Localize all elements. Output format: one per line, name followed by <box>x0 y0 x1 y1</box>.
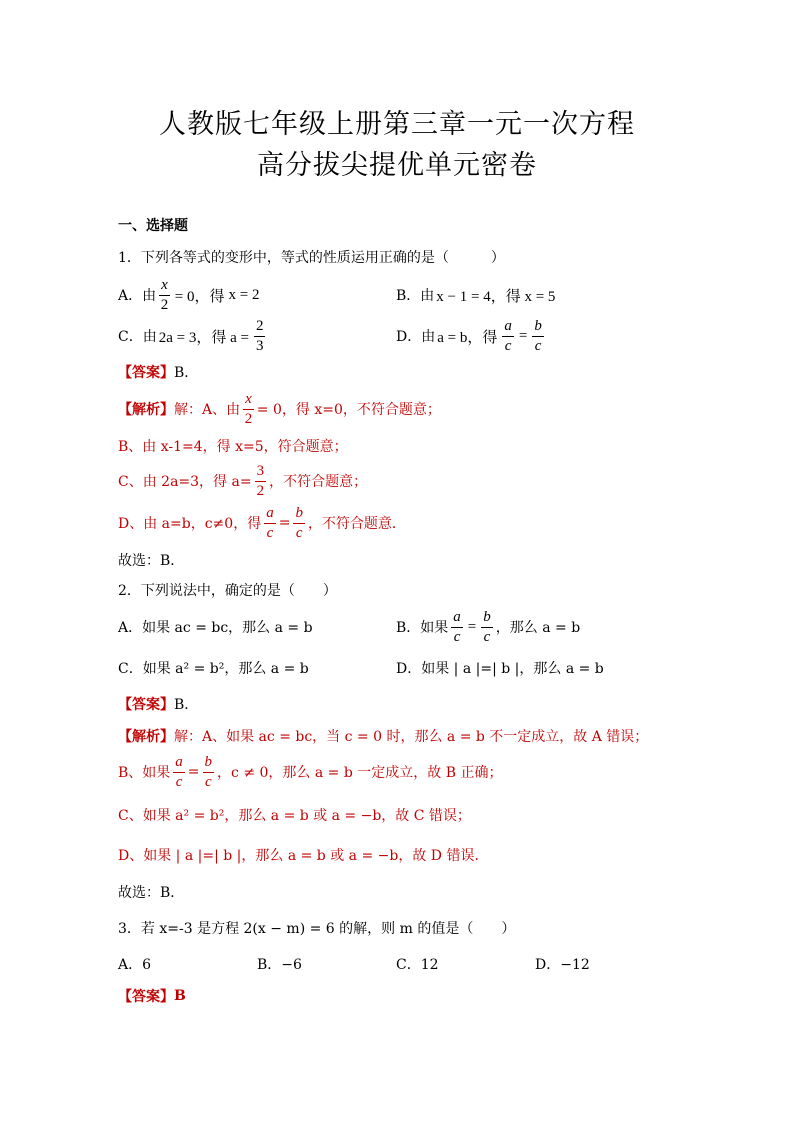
q2-analysis-b-denominator1: c <box>175 773 183 790</box>
q1-option-b-math: x − 1 = 4，得 x = 5 <box>436 288 556 305</box>
q1-analysis-line4 <box>118 503 406 543</box>
q2-option-b-numerator2: b <box>481 610 493 628</box>
q1-option-c-numerator: 2 <box>254 319 266 337</box>
q1-analysis-tag: 【解析】 <box>118 402 174 418</box>
document-title-line1: 人教版七年级上册第三章一元一次方程 <box>159 109 635 140</box>
q1-option-b-prefix: B．由 <box>396 288 435 304</box>
q2-option-b <box>396 607 580 647</box>
q2-option-b-equals: = <box>467 618 477 635</box>
q1-analysis-a-post: = 0，得 x=0，不符合题意； <box>256 402 441 418</box>
q2-conclusion: 故选：B． <box>118 885 185 901</box>
q2-option-b-fraction2 <box>481 610 493 645</box>
q2-analysis-tag: 【解析】 <box>118 729 174 745</box>
q1-analysis-line1 <box>118 389 441 429</box>
q1-option-d-fraction1 <box>502 319 514 354</box>
q1-analysis-a-fraction <box>243 392 254 427</box>
q2-analysis-b-numerator1: a <box>173 755 185 773</box>
q1-option-d <box>396 316 547 356</box>
q1-answer-tag: 【答案】 <box>118 365 174 381</box>
q2-analysis-line2 <box>118 752 502 792</box>
q2-analysis-b-post: ，c ≠ 0，那么 a = b 一定成立，故 B 正确； <box>217 765 503 781</box>
q2-analysis-line4: D、如果 | a |=| b |，那么 a = b 或 a = −b，故 D 错误． <box>118 848 489 864</box>
q1-analysis-d-equals: = <box>278 515 291 531</box>
q2-analysis-b-fraction2 <box>203 755 215 790</box>
q3-answer-value: B <box>174 988 186 1004</box>
q1-option-a-text1: = 0，得 <box>174 288 225 305</box>
q1-analysis-d-fraction2 <box>293 506 305 541</box>
q1-option-d-prefix: D．由 <box>396 329 436 345</box>
q2-stem: 2．下列说法中，确定的是（ ） <box>118 583 337 599</box>
q1-option-d-numerator2: b <box>532 319 544 337</box>
q1-analysis-line2: B、由 x-1=4，得 x=5，符合题意； <box>118 439 348 455</box>
q1-stem: 1．下列各等式的变形中，等式的性质运用正确的是（ ） <box>118 250 505 266</box>
q1-option-d-fraction2 <box>532 319 544 354</box>
q2-analysis-a: 解：A、如果 ac = bc，当 c = 0 时，那么 a = b 不一定成立，故 A 错误； <box>174 729 649 745</box>
q3-answer-tag: 【答案】 <box>118 989 174 1005</box>
q1-analysis-a-denominator: 2 <box>244 410 253 427</box>
q1-option-a-text2: x = 2 <box>228 286 260 303</box>
q1-option-a-denominator: 2 <box>160 296 169 313</box>
q2-option-b-fraction1 <box>451 610 463 645</box>
q3-option-b: B．−6 <box>257 957 302 973</box>
document-title-line2: 高分拔尖提优单元密卷 <box>257 150 537 181</box>
q1-option-a-prefix: A．由 <box>118 288 157 304</box>
q2-option-a: A．如果 ac = bc，那么 a = b <box>118 620 313 636</box>
q2-answer-tag: 【答案】 <box>118 697 174 713</box>
q3-option-a: A．6 <box>118 957 152 973</box>
q1-option-d-denominator1: c <box>504 337 512 354</box>
q1-analysis-d-numerator2: b <box>293 506 305 524</box>
q2-analysis-b-fraction1 <box>173 755 185 790</box>
q1-analysis-c-numerator: 3 <box>255 464 267 482</box>
q1-option-c-math: 2a = 3，得 a = <box>158 329 249 346</box>
q2-analysis-b-denominator2: c <box>204 773 212 790</box>
q1-option-c-fraction <box>254 319 266 354</box>
q1-analysis-d-fraction1 <box>264 506 276 541</box>
q2-analysis-b-equals: = <box>187 764 200 780</box>
q2-option-b-pre: B．如果 <box>396 620 449 636</box>
q2-option-b-numerator1: a <box>451 610 463 628</box>
q1-analysis-d-numerator1: a <box>264 506 276 524</box>
q3-answer <box>118 976 186 1016</box>
q1-analysis-c-post: ，不符合题意； <box>269 474 368 490</box>
q1-option-a-fraction <box>159 278 170 313</box>
q2-analysis-b-numerator2: b <box>203 755 215 773</box>
q1-option-d-numerator1: a <box>502 319 514 337</box>
q1-analysis-line3 <box>118 461 367 501</box>
q1-analysis-a-pre: 解：A、由 <box>174 402 241 418</box>
q1-analysis-d-denominator2: c <box>295 524 303 541</box>
q1-option-c <box>118 316 268 356</box>
q3-option-c: C．12 <box>396 957 439 973</box>
section-heading-choice: 一、选择题 <box>118 218 188 234</box>
q1-conclusion: 故选：B． <box>118 553 185 569</box>
q1-option-b <box>396 275 557 315</box>
q2-option-b-denominator2: c <box>483 628 491 645</box>
q1-option-d-denominator2: c <box>534 337 542 354</box>
q1-analysis-a-numerator: x <box>243 392 254 410</box>
q2-analysis-line3: C、如果 a² = b²，那么 a = b 或 a = −b，故 C 错误； <box>118 808 471 824</box>
q1-analysis-c-denominator: 2 <box>256 482 265 499</box>
q1-option-c-denominator: 3 <box>255 337 264 354</box>
q1-option-a-numerator: x <box>159 278 170 296</box>
q1-analysis-d-pre: D、由 a=b，c≠0，得 <box>118 516 262 532</box>
q2-analysis-b-pre: B、如果 <box>118 765 171 781</box>
q2-option-c: C．如果 a² = b²，那么 a = b <box>118 661 309 677</box>
q1-answer <box>118 352 198 392</box>
q3-option-d: D．−12 <box>535 957 590 973</box>
q1-analysis-d-denominator1: c <box>266 524 274 541</box>
q1-analysis-d-post: ，不符合题意． <box>307 516 406 532</box>
q1-option-a <box>118 275 261 315</box>
q1-option-d-math: a = b，得 <box>437 329 498 346</box>
q2-option-d: D．如果 | a |=| b |，那么 a = b <box>396 661 604 677</box>
q1-analysis-c-pre: C、由 2a=3，得 a= <box>118 474 252 490</box>
q1-analysis-c-fraction <box>255 464 267 499</box>
q1-answer-value: B． <box>174 365 199 381</box>
q2-option-b-denominator1: c <box>453 628 461 645</box>
q2-answer-value: B． <box>174 697 199 713</box>
q1-option-c-prefix: C．由 <box>118 329 157 345</box>
q3-stem: 3．若 x=-3 是方程 2(x − m) = 6 的解，则 m 的值是（ ） <box>118 921 516 937</box>
q2-analysis-line1 <box>118 716 648 756</box>
q2-option-b-post: ，那么 a = b <box>495 620 581 636</box>
q1-option-d-equals: = <box>518 327 528 344</box>
